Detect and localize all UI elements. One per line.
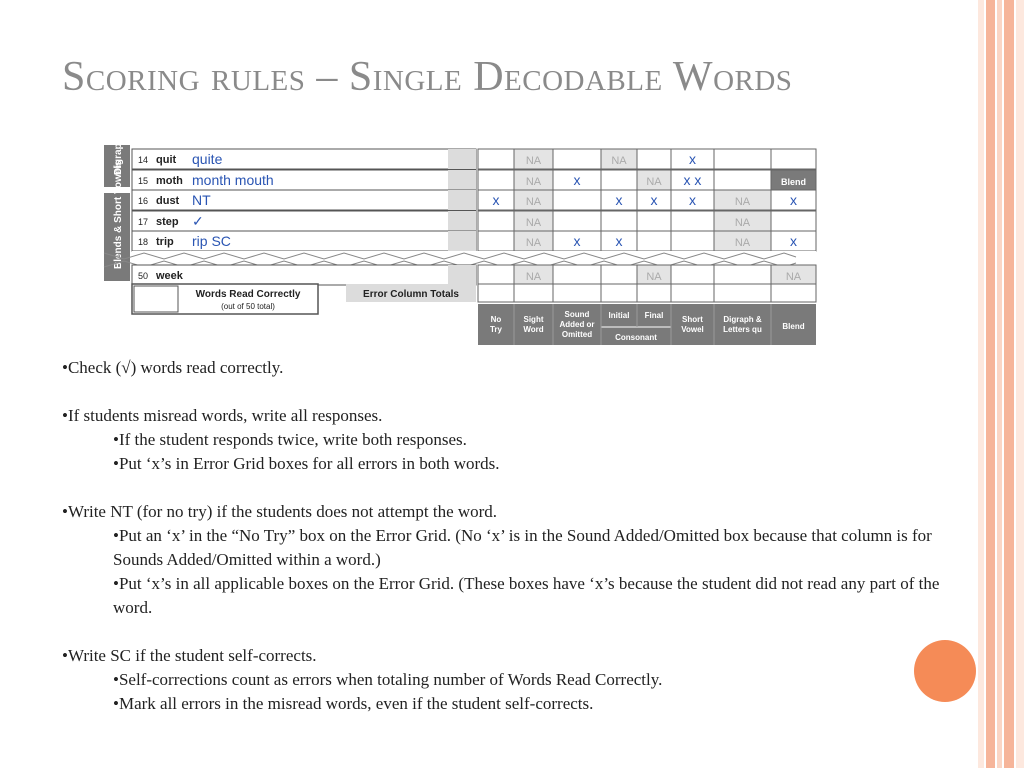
orange-circle-decoration bbox=[914, 640, 976, 702]
error-mark: x bbox=[573, 233, 581, 249]
section-label-blends: Blends & Short Vowels bbox=[113, 160, 124, 269]
scoring-grid-figure bbox=[104, 92, 816, 345]
error-grid-cell bbox=[478, 211, 514, 231]
bullet-list bbox=[62, 356, 942, 716]
word-row-shade bbox=[448, 170, 476, 190]
word-row-strip bbox=[132, 170, 476, 190]
na-label: NA bbox=[611, 155, 627, 167]
error-grid-cell bbox=[478, 170, 514, 190]
word-number: 50 bbox=[138, 271, 149, 281]
bullet-item: •Write NT (for no try) if the students does not attempt the word. bbox=[62, 502, 498, 521]
na-label: NA bbox=[785, 271, 802, 283]
error-grid-cell bbox=[714, 265, 771, 285]
words-read-correctly-label: Words Read Correctly bbox=[195, 289, 301, 300]
consonant-label: Consonant bbox=[615, 333, 657, 342]
error-grid-cell bbox=[714, 149, 771, 169]
column-header: Sight Word bbox=[523, 315, 544, 334]
error-grid-cell bbox=[601, 265, 637, 285]
error-mark: x bbox=[689, 151, 696, 167]
error-grid-cell bbox=[671, 231, 714, 251]
student-response: ✓ bbox=[192, 213, 204, 229]
error-grid-cell bbox=[478, 149, 514, 169]
student-response: quite bbox=[192, 151, 223, 167]
na-label: NA bbox=[525, 237, 542, 249]
error-mark: x bbox=[790, 192, 797, 208]
sub-bullet-item: •If the student responds twice, write both responses. bbox=[113, 430, 467, 449]
word-row-strip bbox=[132, 149, 476, 169]
na-label: NA bbox=[734, 196, 751, 208]
error-total-cell bbox=[637, 284, 671, 302]
word-number: 18 bbox=[138, 237, 149, 247]
word-number: 15 bbox=[138, 176, 149, 186]
error-grid-cell bbox=[671, 211, 714, 231]
word-number: 16 bbox=[138, 196, 149, 206]
bullet-spacer bbox=[62, 380, 942, 404]
error-total-cell bbox=[771, 284, 816, 302]
na-label: NA bbox=[525, 176, 542, 188]
word-row-strip bbox=[132, 265, 476, 285]
sub-bullet-item: •Put ‘x’s in all applicable boxes on the Error Grid. (These boxes have ‘x’s because the student did not read any part of the word. bbox=[113, 574, 940, 617]
word-number: 17 bbox=[138, 217, 149, 227]
student-response: month mouth bbox=[192, 172, 274, 188]
word-row-shade bbox=[448, 265, 476, 285]
target-word: trip bbox=[156, 236, 174, 248]
scoring-grid bbox=[104, 92, 816, 345]
decorative-stripe-1 bbox=[978, 0, 984, 768]
section-label-digraphs: Digraphs & Short bbox=[113, 92, 124, 175]
column-header: Digraph & Letters qu bbox=[723, 315, 762, 334]
error-mark: x bbox=[650, 192, 658, 208]
target-word: quit bbox=[156, 154, 177, 166]
column-header: Final bbox=[644, 311, 664, 320]
error-mark: x bbox=[689, 192, 696, 208]
error-mark: x bbox=[615, 233, 623, 249]
column-header: Sound Added or Omitted bbox=[559, 310, 595, 339]
error-grid-cell bbox=[553, 211, 601, 231]
na-label: Blend bbox=[780, 177, 807, 187]
error-grid-cell bbox=[637, 231, 671, 251]
error-grid-cell bbox=[771, 149, 816, 169]
column-header: Initial bbox=[608, 311, 630, 320]
na-label: NA bbox=[734, 217, 751, 229]
error-total-cell bbox=[714, 284, 771, 302]
target-word: moth bbox=[156, 175, 183, 187]
sub-bullet-item: •Put ‘x’s in Error Grid boxes for all errors in both words. bbox=[113, 454, 500, 473]
sub-bullet-item: •Put an ‘x’ in the “No Try” box on the Error Grid. (No ‘x’ is in the Sound Added/Omitted box because that column is for Sounds Added/Omitted within a word.) bbox=[113, 526, 932, 569]
words-read-correctly-input bbox=[134, 286, 178, 312]
student-response: NT bbox=[192, 192, 211, 208]
column-header: No Try bbox=[489, 315, 503, 334]
error-grid-cell bbox=[671, 265, 714, 285]
decorative-stripe-5 bbox=[1016, 0, 1024, 768]
error-mark: x bbox=[492, 192, 500, 208]
na-label: NA bbox=[525, 271, 542, 283]
na-label: NA bbox=[525, 155, 542, 167]
sub-bullet-item: •Mark all errors in the misread words, even if the student self-corrects. bbox=[113, 694, 594, 713]
bullet-item: •Check (√) words read correctly. bbox=[62, 358, 284, 377]
error-grid-cell bbox=[553, 190, 601, 210]
target-word: dust bbox=[156, 195, 180, 207]
na-label: NA bbox=[734, 237, 751, 249]
torn-gap bbox=[132, 251, 816, 265]
student-response: rip SC bbox=[192, 233, 231, 249]
decorative-stripe-4 bbox=[1004, 0, 1014, 768]
error-mark: x bbox=[573, 172, 581, 188]
error-column-totals-label: Error Column Totals bbox=[363, 289, 459, 300]
error-mark: x bbox=[790, 233, 797, 249]
error-grid-cell bbox=[601, 211, 637, 231]
error-mark: x bbox=[615, 192, 623, 208]
na-label: NA bbox=[525, 217, 542, 229]
column-header: Short Vowel bbox=[681, 315, 704, 334]
error-grid-cell bbox=[771, 211, 816, 231]
decorative-stripe-2 bbox=[986, 0, 995, 768]
word-row-strip bbox=[132, 190, 476, 210]
na-label: NA bbox=[646, 176, 662, 188]
error-total-cell bbox=[601, 284, 637, 302]
word-row-strip bbox=[132, 231, 476, 251]
slide-title: Scoring rules – Single Decodable Words bbox=[62, 54, 793, 100]
error-grid-cell bbox=[637, 211, 671, 231]
word-number: 14 bbox=[138, 155, 149, 165]
error-grid-cell bbox=[601, 170, 637, 190]
error-grid-cell bbox=[478, 231, 514, 251]
word-row-strip bbox=[132, 211, 476, 231]
error-total-cell bbox=[514, 284, 553, 302]
error-grid-cell bbox=[478, 265, 514, 285]
word-row-shade bbox=[448, 231, 476, 251]
bullet-item: •If students misread words, write all responses. bbox=[62, 406, 383, 425]
error-grid-cell bbox=[553, 149, 601, 169]
error-grid-cell bbox=[637, 149, 671, 169]
bullet-item: •Write SC if the student self-corrects. bbox=[62, 646, 317, 665]
error-mark: x x bbox=[683, 172, 702, 188]
word-row-shade bbox=[448, 190, 476, 210]
target-word: step bbox=[156, 216, 179, 228]
column-header: Blend bbox=[782, 322, 805, 331]
decorative-stripe-3 bbox=[997, 0, 1002, 768]
error-total-cell bbox=[478, 284, 514, 302]
error-total-cell bbox=[553, 284, 601, 302]
out-of-total-label: (out of 50 total) bbox=[221, 302, 275, 311]
word-row-shade bbox=[448, 211, 476, 231]
word-row-shade bbox=[448, 149, 476, 169]
target-word: week bbox=[156, 270, 183, 282]
na-label: NA bbox=[646, 271, 662, 283]
error-grid-cell bbox=[714, 170, 771, 190]
error-grid-cell bbox=[553, 265, 601, 285]
bullet-spacer bbox=[62, 620, 942, 644]
bullet-spacer bbox=[62, 476, 942, 500]
sub-bullet-item: •Self-corrections count as errors when totaling number of Words Read Correctly. bbox=[113, 670, 663, 689]
na-label: NA bbox=[525, 196, 542, 208]
error-total-cell bbox=[671, 284, 714, 302]
